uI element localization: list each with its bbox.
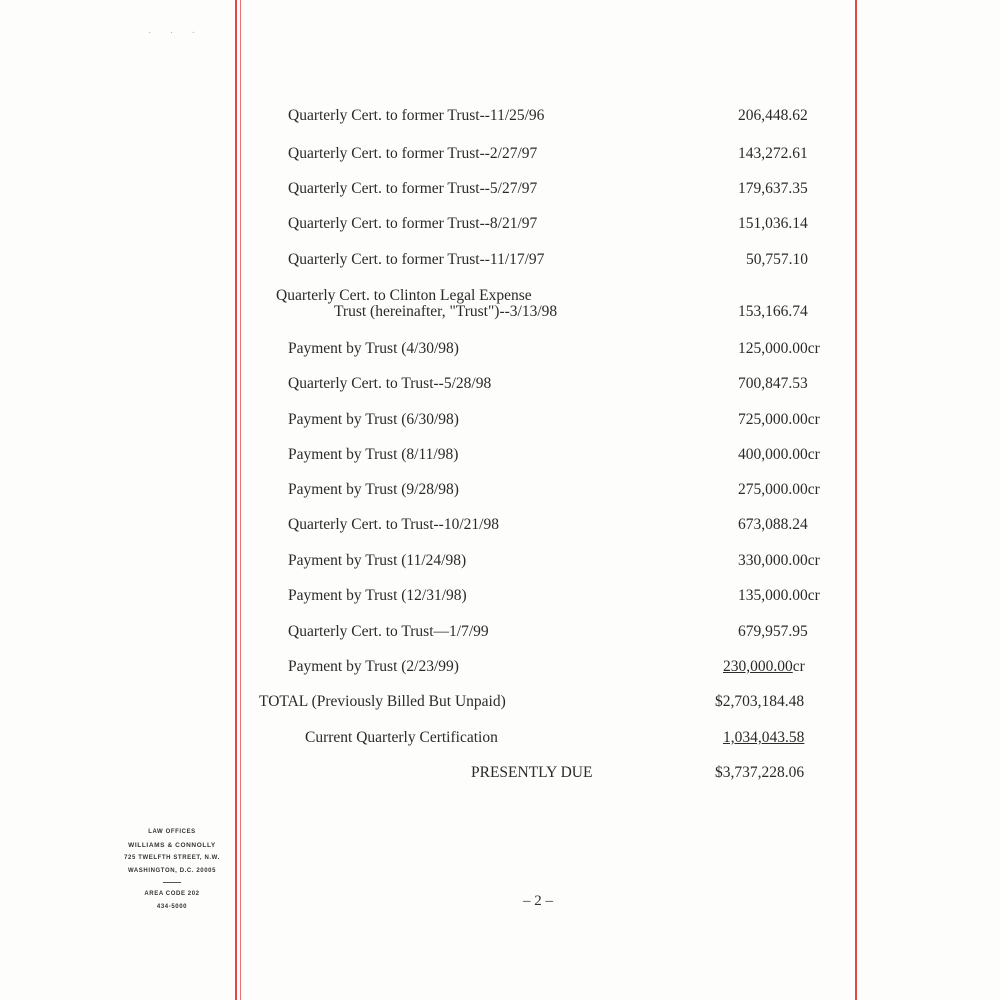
ledger-row	[0, 251, 1000, 275]
scan-specks: · · ·	[148, 28, 203, 39]
row-amount: 125,000.00cr	[738, 340, 820, 357]
row-description: Payment by Trust (2/23/99)	[288, 658, 459, 675]
row-description: Quarterly Cert. to Trust--5/28/98	[288, 375, 492, 392]
letterhead-line: WASHINGTON, D.C. 20005	[127, 868, 217, 874]
row-amount: 400,000.00cr	[738, 446, 820, 463]
row-amount: 206,448.62	[738, 107, 808, 124]
letterhead-line: 725 TWELFTH STREET, N.W.	[124, 855, 220, 861]
due-amount: $3,737,228.06	[715, 764, 805, 781]
letterhead-line: LAW OFFICES	[148, 829, 196, 835]
row-amount: 673,088.24	[738, 516, 808, 533]
row-amount: 143,272.61	[738, 145, 808, 162]
ledger-row	[0, 411, 1000, 435]
row-description: Quarterly Cert. to Trust—1/7/99	[288, 623, 489, 640]
row-description: Payment by Trust (4/30/98)	[288, 340, 459, 357]
row-amount-underlined: 230,000.00	[723, 658, 793, 675]
page-number: – 2 –	[523, 893, 553, 909]
row-description: Payment by Trust (6/30/98)	[288, 411, 459, 428]
letterhead-divider	[163, 882, 181, 883]
row-amount: 135,000.00cr	[738, 587, 820, 604]
row-amount: 153,166.74	[738, 303, 808, 320]
row-description: Payment by Trust (12/31/98)	[288, 587, 467, 604]
row-amount: 179,637.35	[738, 180, 808, 197]
row-description: Quarterly Cert. to former Trust--2/27/97	[288, 145, 538, 162]
row-amount: 151,036.14	[738, 215, 808, 232]
row-description-line2: Trust (hereinafter, "Trust")--3/13/98	[334, 303, 558, 320]
total-label: TOTAL (Previously Billed But Unpaid)	[259, 693, 506, 710]
ledger-row	[0, 375, 1000, 399]
ledger-row	[0, 287, 1000, 327]
total-amount: $2,703,184.48	[715, 693, 805, 710]
ledger-row	[0, 180, 1000, 204]
ledger-row	[0, 145, 1000, 169]
row-description: Payment by Trust (8/11/98)	[288, 446, 459, 463]
row-description: Quarterly Cert. to Trust--10/21/98	[288, 516, 499, 533]
ledger-row	[0, 340, 1000, 364]
due-label: PRESENTLY DUE	[471, 764, 593, 781]
ledger-row	[0, 623, 1000, 647]
row-amount	[723, 658, 805, 676]
row-amount: 679,957.95	[738, 623, 808, 640]
ledger-row	[0, 107, 1000, 131]
current-amount: 1,034,043.58	[723, 729, 805, 746]
ledger-row	[0, 658, 1000, 682]
row-description: Quarterly Cert. to former Trust--11/17/97	[288, 251, 545, 268]
row-description: Quarterly Cert. to former Trust--11/25/96	[288, 107, 545, 124]
ledger-row	[0, 481, 1000, 505]
row-description: Payment by Trust (11/24/98)	[288, 552, 467, 569]
letterhead-line: 434-5000	[156, 904, 188, 910]
ledger-row	[0, 215, 1000, 239]
ledger-row	[0, 587, 1000, 611]
row-amount: 50,757.10	[746, 251, 808, 268]
current-certification-row	[0, 729, 1000, 753]
row-description: Payment by Trust (9/28/98)	[288, 481, 459, 498]
row-description: Quarterly Cert. to former Trust--5/27/97	[288, 180, 538, 197]
row-description-line1: Quarterly Cert. to Clinton Legal Expense	[276, 287, 532, 304]
row-amount-suffix: cr	[792, 658, 805, 675]
total-row	[0, 693, 1000, 717]
row-amount: 700,847.53	[738, 375, 808, 392]
letterhead-line: AREA CODE 202	[144, 891, 200, 897]
ledger-row	[0, 446, 1000, 470]
row-description: Quarterly Cert. to former Trust--8/21/97	[288, 215, 538, 232]
ledger-row	[0, 552, 1000, 576]
row-amount: 275,000.00cr	[738, 481, 820, 498]
firm-name: WILLIAMS & CONNOLLY	[128, 842, 216, 849]
row-amount: 725,000.00cr	[738, 411, 820, 428]
presently-due-row	[0, 764, 1000, 788]
row-amount: 330,000.00cr	[738, 552, 820, 569]
current-label: Current Quarterly Certification	[305, 729, 498, 746]
ledger-row	[0, 516, 1000, 540]
